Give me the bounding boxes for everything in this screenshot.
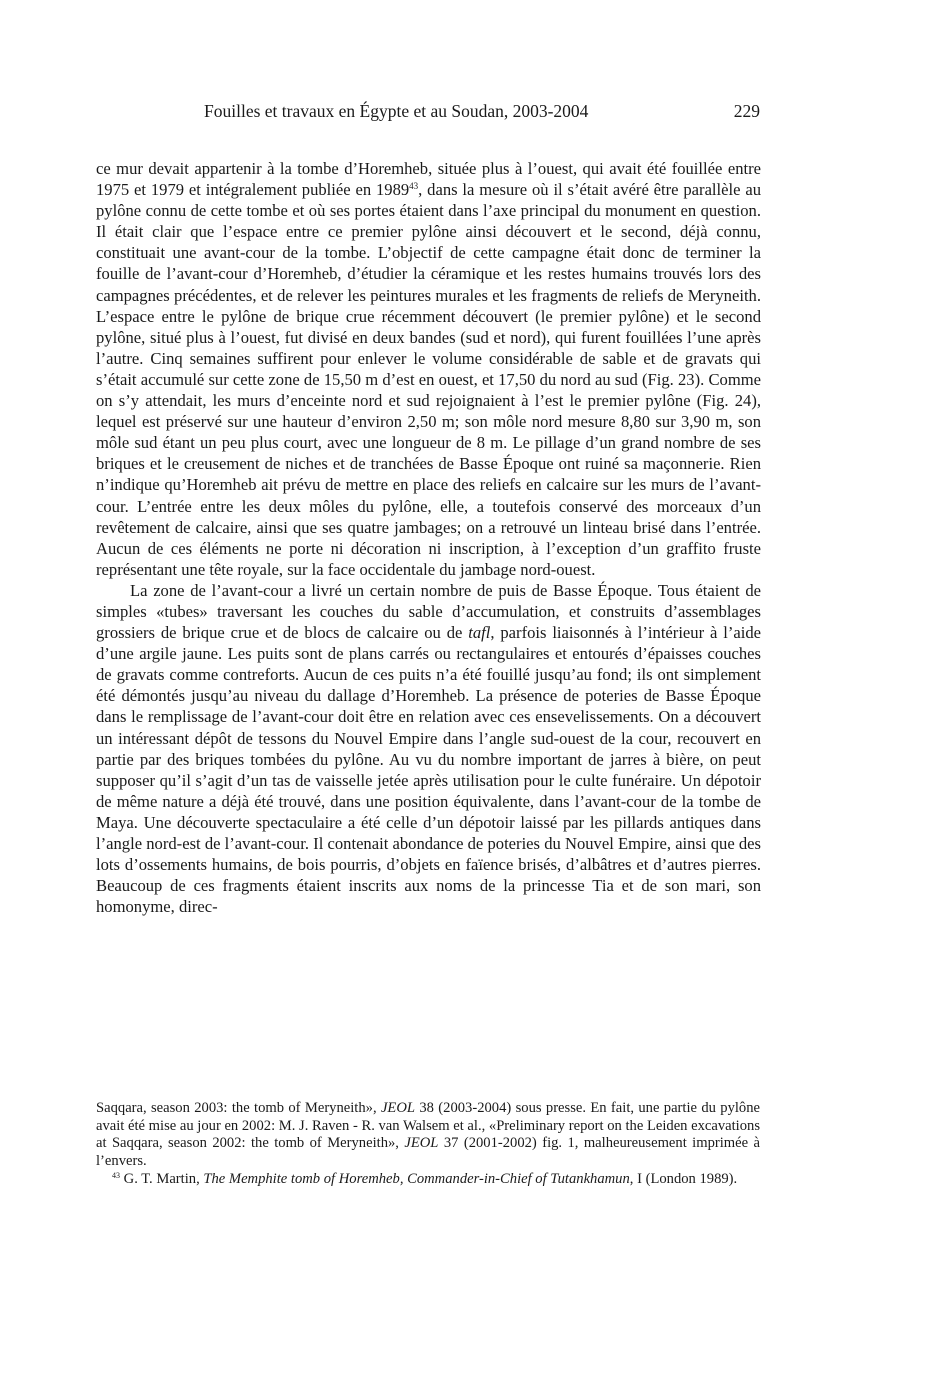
paragraph-1 (96, 158, 761, 580)
footnote-43-text-a: G. T. Martin, (120, 1170, 204, 1187)
paragraph-2 (96, 580, 761, 918)
footnote-42-text-b: 38 (2003-2004) sous presse. En fait, une partie du pylône avait été mise au jour en 2002: M. J. Raven - R. van Walsem et al., «Preliminary report on the Leiden excavations at Saqqara, season 2002: the tomb of Meryneith», (96, 1100, 761, 1152)
footnote-43 (96, 1171, 760, 1189)
footnote-43-number: 43 (112, 1170, 120, 1180)
footnotes (96, 1100, 760, 1189)
paragraph-1-text-a: ce mur devait appartenir à la tombe d’Horemheb, située plus à l’ouest, qui avait été fouillée entre 1975 et 1979 et intégralement publiée en 1989 (96, 159, 761, 200)
footnote-42-text-a: Saqqara, season 2003: the tomb of Meryneith», (96, 1100, 381, 1116)
footnote-42-journal-1: JEOL (380, 1100, 416, 1116)
page-number: 229 (733, 101, 760, 121)
body-text (96, 158, 761, 917)
paragraph-1-text-b: , dans la mesure où il s’était avéré être parallèle au pylône connu de cette tombe et où ses portes étaient dans l’axe principal du monument en question. Il était clair que l’espace entre ce premier pylône ainsi découvert et le second, déjà connu, constituait une avant-cour de la tombe. L’objectif de cette campagne était donc de terminer la fouille de l’avant-cour d’Horemheb, d’étudier la céramique et les restes humains trouvés lors des campagnes précédentes, et de relever les peintures murales et les fragments de reliefs de Meryneith. L’espace entre le pylône de brique crue récemment découvert (le premier pylône) et le second pylône, situé plus à l’ouest, fut divisé en deux bandes (sud et nord), qui furent fouillées l’une après l’autre. Cinq semaines suffirent pour enlever le volume considérable de sable et de gravats qui s’était accumulé sur cette zone de 15,50 m d’est en ouest, et 17,50 du nord au sud (Fig. 23). Comme on s’y attendait, les murs d’enceinte nord et sud rejoignaient à l’est le premier pylône (Fig. 24), lequel est préservé sur une hauteur d’environ 2,50 m; son môle nord mesure 8,80 sur 3,90 m, son môle sud étant un peu plus court, avec une longueur de 8 m. Le pillage d’un grand nombre de ses briques et le creusement de niches et de tranchées de Basse Époque ont ruiné sa maçonnerie. Rien n’indique qu’Horemheb ait prévu de mettre en place des reliefs en calcaire sur les murs de l’avant-cour. L’entrée entre les deux môles du pylône, elle, a toutefois conservé des morceaux d’un revêtement de calcaire, ainsi que ses quatre jambages; on a retrouvé un linteau brisé dans l’entrée. Aucun de ces éléments ne porte ni décoration ni inscription, à l’exception d’un graffito fruste représentant une tête royale, sur la face occidentale du jambage nord-ouest. (96, 180, 762, 579)
paragraph-2-text-b: , parfois liaisonnés à l’intérieur à l’aide d’une argile jaune. Les puits sont de plans carrés ou rectangulaires et entourés d’épaisses couches de gravats comme contreforts. Aucun de ces puits n’a été fouillé jusqu’au fond; ils ont simplement été démontés jusqu’au niveau du dallage d’Horemheb. La présence de poteries de Basse Époque dans le remplissage de l’avant-cour doit être en relation avec ces ensevelissements. On a découvert un intéressant dépôt de tessons du Nouvel Empire dans l’angle sud-ouest de la cour, recouvert en partie par des briques tombées du pylône. Au vu du nombre important de jarres à bière, on peut supposer qu’il s’agit d’un tas de vaisselle jetée après utilisation pour le culte funéraire. Un dépotoir de même nature a déjà été trouvé, dans une position équivalente, dans l’avant-cour de la tombe de Maya. Une découverte spectaculaire a été celle d’un dépotoir laissé par les pillards antiques dans l’angle nord-est de l’avant-cour. Il contenait abondance de poteries du Nouvel Empire, ainsi que des lots d’ossements humains, de bois pourris, d’objets en faïence brisés, d’albâtres et d’autres pierres. Beaucoup de ces fragments étaient inscrits aux noms de la princesse Tia et de son mari, son homonyme, direc- (96, 623, 761, 917)
footnote-43-book-title: The Memphite tomb of Horemheb, Commander-in-Chief of Tutankhamun (203, 1170, 630, 1187)
footnote-42-text-c: 37 (2001-2002) fig. 1, malheureusement imprimée à l’envers. (96, 1135, 760, 1170)
footnote-ref-43: 43 (409, 181, 419, 192)
paragraph-2-italic-term: tafl (468, 623, 491, 643)
footnote-42-journal-2: JEOL (404, 1135, 439, 1152)
running-title: Fouilles et travaux en Égypte et au Soudan, 2003-2004 (204, 101, 589, 121)
paragraph-2-text-a: La zone de l’avant-cour a livré un certain nombre de puis de Basse Époque. Tous étaient de simples «tubes» traversant les couches du sable d’accumulation, et construits d’assemblages grossiers de brique crue et de blocs de calcaire ou de (96, 580, 761, 643)
footnote-42-continuation (96, 1100, 760, 1171)
footnote-43-text-b: , I (London 1989). (629, 1170, 738, 1187)
